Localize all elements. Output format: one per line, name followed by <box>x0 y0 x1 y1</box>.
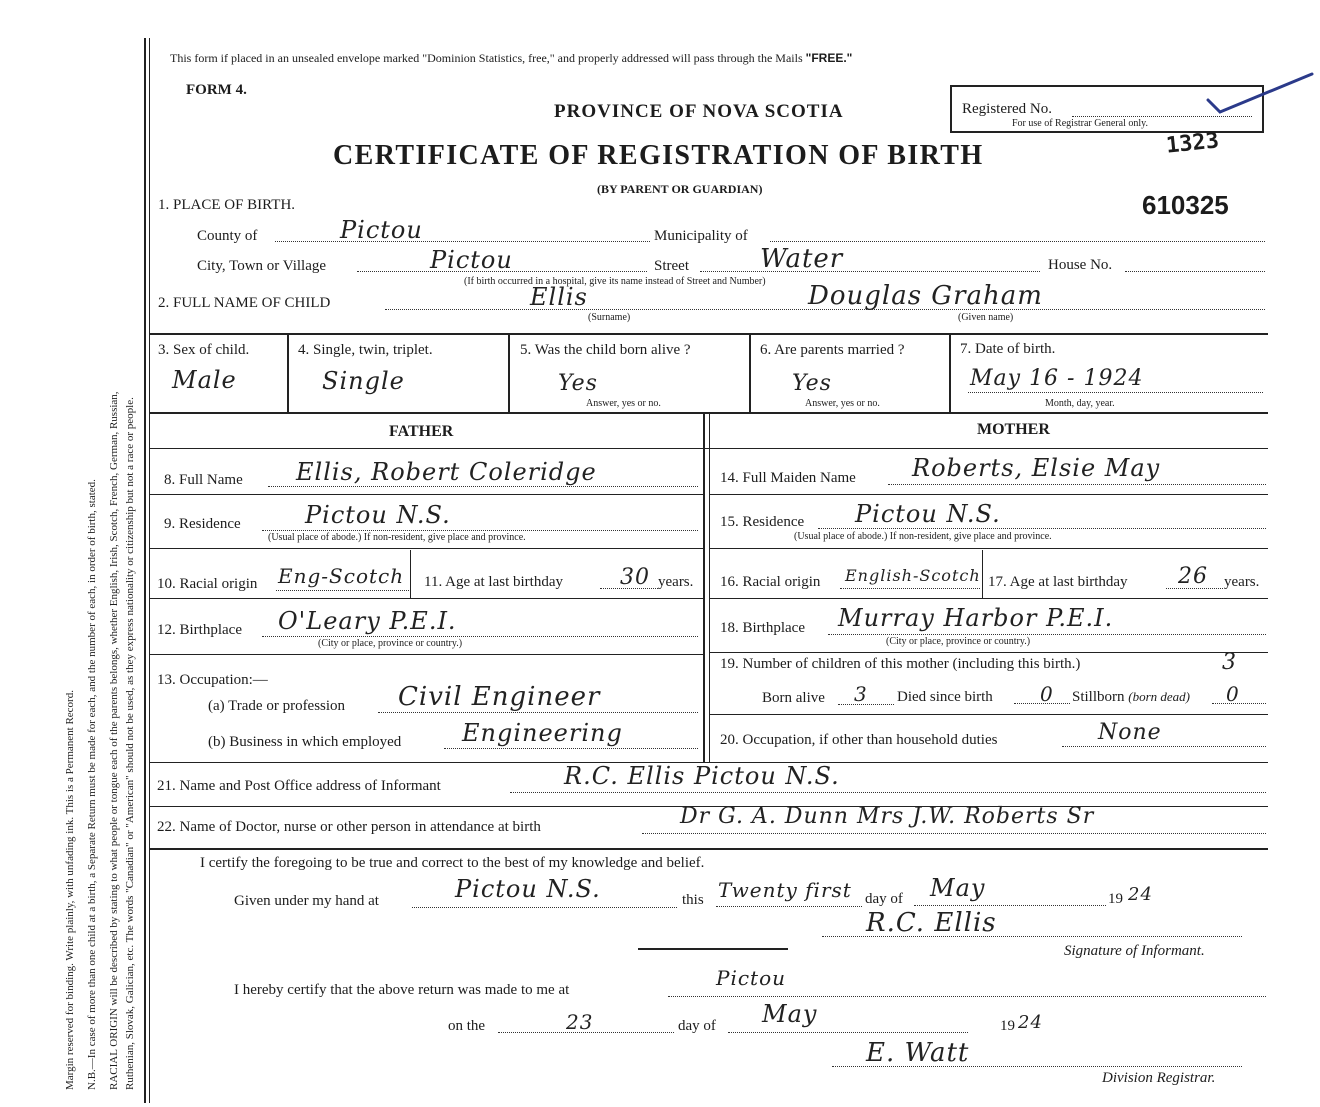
parents-married-note: Answer, yes or no. <box>805 398 880 409</box>
mother-race-value: English-Scotch <box>845 566 981 585</box>
given-place-value: Pictou N.S. <box>455 875 601 903</box>
mother-children-value: 3 <box>1222 650 1237 675</box>
father-age-label: 11. Age at last birthday <box>424 574 563 590</box>
father-business-value: Engineering <box>462 719 623 747</box>
surname-caption: (Surname) <box>588 312 631 323</box>
registrar-year-prefix: 19 <box>1000 1018 1015 1034</box>
mother-age-value: 26 <box>1178 564 1208 589</box>
registrar-signature-line <box>832 1066 1242 1067</box>
parents-married-label: 6. Are parents married ? <box>760 342 905 358</box>
born-alive-count-value: 3 <box>854 682 868 706</box>
registered-no-label: Registered No. <box>962 101 1052 117</box>
facts-divider-2 <box>508 333 510 412</box>
sex-value: Male <box>172 366 237 394</box>
mother-occupation-line <box>1062 746 1266 747</box>
mother-birthplace-note: (City or place, province or country.) <box>886 636 1031 647</box>
mother-row-rule-3 <box>709 598 1268 599</box>
parents-center-rule-2 <box>709 412 710 762</box>
given-under-label: Given under my hand at <box>234 893 379 909</box>
died-since-birth-value: 0 <box>1040 682 1054 706</box>
day-of-label: day of <box>865 891 903 907</box>
father-race-divider <box>410 550 411 598</box>
mother-occupation-value: None <box>1098 720 1162 745</box>
registrar-caption: Division Registrar. <box>1102 1070 1216 1086</box>
informant-signature-line <box>822 936 1242 937</box>
father-race-value: Eng-Scotch <box>278 564 405 588</box>
father-trade-line <box>378 712 698 713</box>
county-line <box>275 241 650 242</box>
given-place-line <box>412 907 677 908</box>
mother-birthplace-label: 18. Birthplace <box>720 620 805 636</box>
mother-race-label: 16. Racial origin <box>720 574 821 590</box>
mail-note <box>170 51 852 66</box>
mother-age-label: 17. Age at last birthday <box>988 574 1128 590</box>
father-birthplace-label: 12. Birthplace <box>157 622 242 638</box>
born-alive-label: 5. Was the child born alive ? <box>520 342 691 358</box>
facts-top-rule <box>149 333 1268 335</box>
father-age-value: 30 <box>620 565 650 590</box>
informant-value: R.C. Ellis Pictou N.S. <box>564 762 840 790</box>
mail-note-free: "FREE." <box>805 51 853 65</box>
street-line <box>700 271 1040 272</box>
died-since-birth-label: Died since birth <box>897 689 993 705</box>
house-no-label: House No. <box>1048 257 1113 273</box>
parents-married-value: Yes <box>792 371 832 396</box>
father-row-rule-4 <box>149 654 703 655</box>
mother-race-line <box>840 588 980 589</box>
informant-label: 21. Name and Post Office address of Informant <box>157 778 441 794</box>
child-given-name: Douglas Graham <box>808 281 1043 311</box>
father-row-rule-2 <box>149 548 703 549</box>
father-heading: FATHER <box>389 423 454 440</box>
form-number: FORM 4. <box>186 82 247 98</box>
child-name-label: 2. FULL NAME OF CHILD <box>158 295 331 311</box>
binding-margin-line-inner <box>149 38 150 1103</box>
registrar-year-value: 24 <box>1018 1012 1043 1033</box>
facts-divider-4 <box>949 333 951 412</box>
mother-row-rule-2 <box>709 548 1268 549</box>
on-the-label: on the <box>448 1018 486 1034</box>
doctor-line <box>642 833 1266 834</box>
doctor-value: Dr G. A. Dunn Mrs J.W. Roberts Sr <box>680 804 1095 829</box>
mother-name-label: 14. Full Maiden Name <box>720 470 856 486</box>
father-business-label: (b) Business in which employed <box>208 734 402 750</box>
father-occupation-label: 13. Occupation:— <box>157 672 268 688</box>
margin-note-1: Margin reserved for binding. Write plainly, with unfading ink. This is a Permanent Record. <box>64 690 76 1090</box>
given-name-caption: (Given name) <box>958 312 1014 323</box>
doctor-label: 22. Name of Doctor, nurse or other person in attendance at birth <box>157 819 541 835</box>
born-alive-note: Answer, yes or no. <box>586 398 661 409</box>
mother-residence-note: (Usual place of abode.) If non-resident, give place and province. <box>794 531 1052 542</box>
hospital-note: (If birth occurred in a hospital, give its name instead of Street and Number) <box>464 276 766 287</box>
facts-divider-1 <box>287 333 289 412</box>
father-race-line <box>276 590 409 591</box>
parents-heading-rule <box>149 448 1268 449</box>
registrar-month-line <box>728 1032 968 1033</box>
day-line <box>716 906 862 907</box>
mother-birthplace-line <box>828 634 1266 635</box>
mother-birthplace-value: Murray Harbor P.E.I. <box>838 604 1114 632</box>
year-prefix: 19 <box>1108 891 1123 907</box>
informant-signature-caption: Signature of Informant. <box>1064 943 1205 959</box>
registrar-month-value: May <box>762 1000 818 1028</box>
house-no-line <box>1125 271 1265 272</box>
registrar-day-of-label: day of <box>678 1018 716 1034</box>
date-of-birth-line <box>968 392 1263 393</box>
father-residence-label: 9. Residence <box>164 516 241 532</box>
registrar-statement: I hereby certify that the above return was made to me at <box>234 982 570 998</box>
registrar-signature: E. Watt <box>866 1038 970 1068</box>
municipality-line <box>770 241 1265 242</box>
father-row-rule-3 <box>149 598 703 599</box>
mother-heading: MOTHER <box>977 421 1050 438</box>
registrar-separator <box>638 948 788 950</box>
father-name-line <box>268 486 698 487</box>
father-row-rule-1 <box>149 494 703 495</box>
mother-row-rule-4 <box>709 652 1268 653</box>
margin-note-3: RACIAL ORIGIN will be described by stating to what people or tongue each of the parents belongs, whether English, Irish, Scotch, French, German, Russian, <box>108 391 120 1090</box>
mother-residence-label: 15. Residence <box>720 514 805 530</box>
sex-label: 3. Sex of child. <box>158 342 250 358</box>
month-line <box>914 905 1106 906</box>
father-residence-value: Pictou N.S. <box>305 501 451 529</box>
date-of-birth-note: Month, day, year. <box>1045 398 1115 409</box>
stamp-year: 1323 <box>1164 128 1221 159</box>
certify-statement: I certify the foregoing to be true and correct to the best of my knowledge and belief. <box>200 855 705 871</box>
stillborn-note: (born dead) <box>1128 689 1191 704</box>
mail-note-text: This form if placed in an unsealed envelope marked "Dominion Statistics, free," and properly addressed will pass through the Mails <box>170 51 803 65</box>
father-name-label: 8. Full Name <box>164 472 243 488</box>
registrar-day-value: 23 <box>566 1010 594 1034</box>
father-trade-value: Civil Engineer <box>398 682 601 712</box>
father-business-line <box>444 748 698 749</box>
mother-age-years: years. <box>1224 574 1260 590</box>
date-of-birth-label: 7. Date of birth. <box>960 341 1056 357</box>
father-birthplace-note: (City or place, province or country.) <box>318 638 463 649</box>
binding-margin-line <box>144 38 146 1103</box>
checkmark-icon <box>1200 70 1320 120</box>
serial-number: 610325 <box>1142 190 1229 220</box>
certificate-subtitle: (BY PARENT OR GUARDIAN) <box>597 182 763 196</box>
mother-race-divider <box>982 550 983 598</box>
plurality-value: Single <box>322 367 405 395</box>
city-value: Pictou <box>430 246 513 274</box>
county-value: Pictou <box>340 216 423 244</box>
doctor-rule <box>149 848 1268 850</box>
mother-row-rule-1 <box>709 494 1268 495</box>
certificate-title: CERTIFICATE OF REGISTRATION OF BIRTH <box>333 140 984 171</box>
street-value: Water <box>760 244 844 274</box>
parents-center-rule <box>703 412 705 762</box>
margin-note-2: N.B.—In case of more than one child at a birth, a Separate Return must be made for each, and the number of each, in order of birth, stated. <box>86 479 98 1090</box>
facts-divider-3 <box>749 333 751 412</box>
father-trade-label: (a) Trade or profession <box>208 698 346 714</box>
father-residence-line <box>262 530 698 531</box>
born-alive-count-label: Born alive <box>762 690 825 706</box>
informant-line <box>510 792 1266 793</box>
father-age-years: years. <box>658 574 694 590</box>
mother-occupation-label: 20. Occupation, if other than household duties <box>720 732 998 748</box>
stillborn-value: 0 <box>1226 682 1240 706</box>
mother-name-line <box>888 484 1266 485</box>
county-label: County of <box>197 228 258 244</box>
informant-signature: R.C. Ellis <box>866 908 997 938</box>
father-race-label: 10. Racial origin <box>157 576 258 592</box>
child-surname: Ellis <box>530 283 588 311</box>
this-label: this <box>682 892 704 908</box>
father-birthplace-line <box>262 636 698 637</box>
registrar-place-value: Pictou <box>716 966 787 990</box>
margin-note-4: Ruthenian, Slovak, Galician, etc. The words "Canadian" or "American" should not be used, as they express nationality or citizenship but not a race or people. <box>124 397 136 1090</box>
year-value: 24 <box>1128 884 1153 905</box>
date-of-birth-value: May 16 - 1924 <box>970 366 1144 391</box>
day-value: Twenty first <box>718 878 852 902</box>
mother-name-value: Roberts, Elsie May <box>912 454 1161 482</box>
city-label: City, Town or Village <box>197 258 327 274</box>
plurality-label: 4. Single, twin, triplet. <box>298 342 433 358</box>
stillborn-label <box>1072 689 1190 706</box>
father-birthplace-value: O'Leary P.E.I. <box>278 607 457 635</box>
born-alive-value: Yes <box>558 371 598 396</box>
stillborn-label-text: Stillborn <box>1072 689 1125 705</box>
mother-residence-line <box>818 528 1266 529</box>
father-residence-note: (Usual place of abode.) If non-resident, give place and province. <box>268 532 526 543</box>
street-label: Street <box>654 258 689 274</box>
place-of-birth-label: 1. PLACE OF BIRTH. <box>158 197 296 213</box>
mother-row-rule-5 <box>709 714 1268 715</box>
municipality-label: Municipality of <box>654 228 748 244</box>
month-value: May <box>930 874 986 902</box>
mother-residence-value: Pictou N.S. <box>855 500 1001 528</box>
province-heading: PROVINCE OF NOVA SCOTIA <box>554 101 844 122</box>
registrar-use-note: For use of Registrar General only. <box>1012 118 1148 129</box>
father-name-value: Ellis, Robert Coleridge <box>296 458 597 486</box>
mother-children-label: 19. Number of children of this mother (including this birth.) <box>720 656 1081 672</box>
registrar-place-line <box>668 996 1266 997</box>
